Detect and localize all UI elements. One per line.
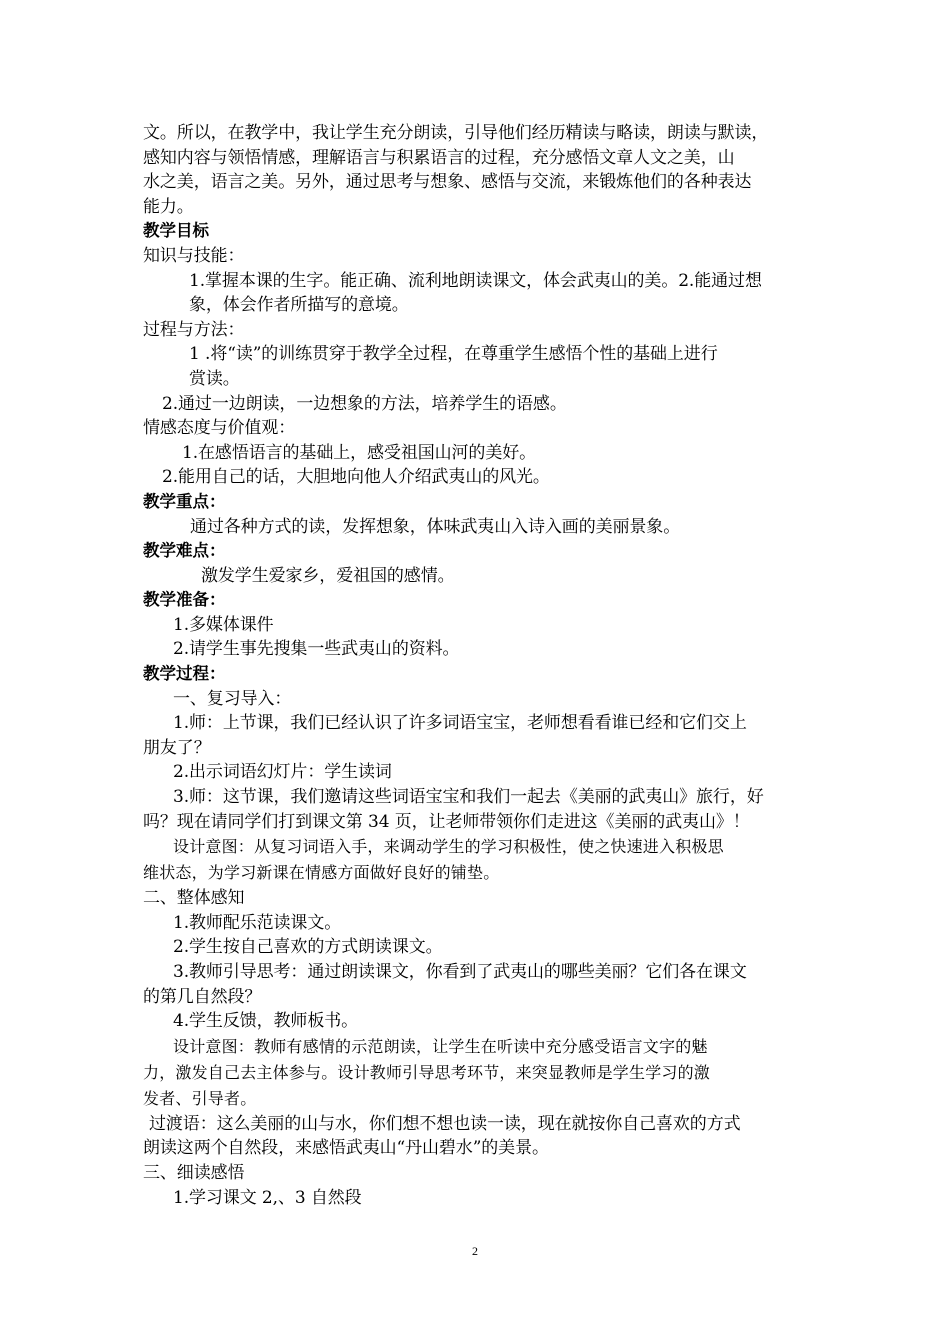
design-intent-line: 设计意图：从复习词语入手，来调动学生的学习积极性，使之快速进入积极思: [173, 837, 724, 857]
body-text-line: 1.在感悟语言的基础上，感受祖国山河的美好。: [182, 442, 537, 463]
body-text-line: 3.教师引导思考：通过朗读课文，你看到了武夷山的哪些美丽？它们各在课文: [173, 962, 747, 982]
body-text-line: 通过各种方式的读，发挥想象，体味武夷山入诗入画的美丽景象。: [190, 516, 681, 537]
body-text-line: 吗？现在请同学们打到课文第 34 页，让老师带领你们走进这《美丽的武夷山》！: [143, 811, 750, 832]
body-text-line: 能力。: [143, 196, 194, 217]
body-text-line: 的第几自然段？: [143, 986, 262, 1007]
section-heading: 教学过程：: [143, 664, 226, 684]
section-heading: 教学难点：: [143, 541, 226, 561]
document-body: [143, 121, 809, 1210]
body-text-line: 4.学生反馈，教师板书。: [173, 1011, 359, 1032]
body-text-line: 1.掌握本课的生字。能正确、流利地朗读课文，体会武夷山的美。2.能通过想: [189, 270, 762, 291]
page-number: 2: [472, 1244, 478, 1258]
section-heading: 教学目标: [143, 221, 209, 241]
body-text-line: 激发学生爱家乡，爱祖国的感情。: [201, 565, 455, 586]
body-text-line: 朋友了？: [143, 737, 211, 758]
body-text-line: 知识与技能：: [143, 245, 245, 266]
body-text-line: 二、整体感知: [143, 888, 245, 909]
body-text-line: 三、细读感悟: [143, 1162, 245, 1183]
body-text-line: 1.学习课文 2,、3 自然段: [173, 1187, 362, 1208]
body-text-line: 感知内容与领悟情感，理解语言与积累语言的过程，充分感悟文章人文之美，山: [143, 147, 735, 168]
body-text-line: 象，体会作者所描写的意境。: [189, 295, 409, 316]
body-text-line: 一、复习导入：: [173, 688, 292, 709]
body-text-line: 朗读这两个自然段，来感悟武夷山“丹山碧水”的美景。: [143, 1138, 549, 1159]
body-text-line: 2.通过一边朗读，一边想象的方法，培养学生的语感。: [162, 393, 567, 414]
design-intent-line: 维状态，为学习新课在情感方面做好良好的铺垫。: [143, 863, 500, 883]
body-text-line: 水之美，语言之美。另外，通过思考与想象、感悟与交流，来锻炼他们的各种表达: [143, 172, 752, 193]
body-text-line: 1.多媒体课件: [173, 614, 274, 635]
body-text-line: 2.请学生事先搜集一些武夷山的资料。: [173, 639, 460, 660]
body-text-line: 过渡语：这么美丽的山与水，你们想不想也读一读，现在就按你自己喜欢的方式: [149, 1113, 741, 1134]
section-heading: 教学准备：: [143, 590, 226, 610]
body-text-line: 3.师：这节课，我们邀请这些词语宝宝和我们一起去《美丽的武夷山》旅行，好: [173, 787, 764, 808]
body-text-line: 2.学生按自己喜欢的方式朗读课文。: [173, 937, 443, 958]
design-intent-line: 力，激发自己去主体参与。设计教师引导思考环节，来突显教师是学生学习的激: [143, 1062, 711, 1082]
body-text-line: 1.教师配乐范读课文。: [173, 912, 342, 933]
body-text-line: 2.出示词语幻灯片：学生读词: [173, 762, 392, 783]
design-intent-line: 发者、引导者。: [143, 1088, 257, 1108]
body-text-line: 过程与方法：: [143, 319, 245, 340]
body-text-line: 1.师：上节课，我们已经认识了许多词语宝宝，老师想看看谁已经和它们交上: [173, 713, 747, 734]
body-text-line: 文。所以，在教学中，我让学生充分朗读，引导他们经历精读与略读，朗读与默读，: [143, 123, 769, 143]
body-text-line: 2.能用自己的话，大胆地向他人介绍武夷山的风光。: [162, 467, 550, 488]
body-text-line: 赏读。: [189, 368, 240, 389]
section-heading: 教学重点：: [143, 491, 226, 511]
body-text-line: 情感态度与价值观：: [143, 418, 296, 439]
body-text-line: 1 .将“读”的训练贯穿于教学全过程，在尊重学生感悟个性的基础上进行: [189, 344, 718, 365]
design-intent-line: 设计意图：教师有感情的示范朗读，让学生在听读中充分感受语言文字的魅: [173, 1036, 708, 1056]
